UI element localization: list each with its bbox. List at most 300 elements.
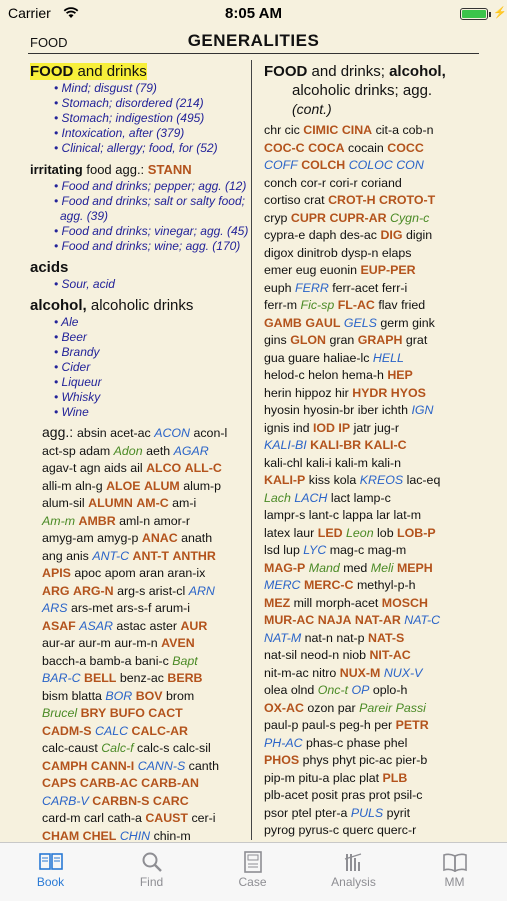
remedy-link[interactable]: COC-C xyxy=(264,140,305,155)
remedy-link[interactable]: ALOE xyxy=(106,478,141,493)
cross-reference-link[interactable]: • Food and drinks; salt or salty food; agg. (39) xyxy=(54,194,245,223)
remedy-link[interactable]: BAR-C xyxy=(42,671,81,685)
remedy-link[interactable]: MOSCH xyxy=(381,595,428,610)
remedy-link[interactable]: CAMPH xyxy=(42,758,88,773)
cross-reference-link[interactable]: • Food and drinks; wine; agg. (170) xyxy=(54,239,241,253)
remedy-link[interactable]: phyt xyxy=(332,753,356,767)
remedy-link[interactable]: apom xyxy=(104,566,136,580)
remedy-link[interactable]: ferr-m xyxy=(264,298,298,312)
remedy-link[interactable]: CROTO-T xyxy=(379,193,436,207)
remedy-link[interactable]: flav xyxy=(378,298,398,312)
remedy-link[interactable]: lampr-s xyxy=(264,508,306,522)
remedy-link[interactable]: CANN-S xyxy=(137,758,186,773)
remedy-link[interactable]: CARBN-S xyxy=(92,793,150,808)
remedy-link[interactable]: ANTHR xyxy=(172,548,216,563)
cross-reference-link[interactable]: • Food and drinks; pepper; agg. (12) xyxy=(54,179,247,193)
remedy-link[interactable]: herin xyxy=(264,385,292,400)
remedy-link[interactable]: pic-ac xyxy=(359,753,393,767)
remedy-link[interactable]: alum-sil xyxy=(42,496,85,510)
remedy-link[interactable]: MERC-C xyxy=(303,578,354,592)
remedy-link[interactable]: GELS xyxy=(343,315,377,330)
remedy-link[interactable]: phys xyxy=(302,753,329,767)
remedy-link[interactable]: NUX-V xyxy=(383,665,423,680)
remedy-link[interactable]: ignis xyxy=(264,420,290,435)
remedy-link[interactable]: pter-a xyxy=(315,805,348,820)
remedy-link[interactable]: NIT-AC xyxy=(369,648,411,662)
remedy-link[interactable]: germ xyxy=(380,315,409,330)
remedy-link[interactable]: PULS xyxy=(350,805,384,820)
remedy-link[interactable]: COCC xyxy=(387,140,424,155)
remedy-link[interactable]: AVEN xyxy=(161,636,195,650)
remedy-link[interactable]: ferr-acet xyxy=(332,280,379,295)
remedy-link[interactable]: CARB-V xyxy=(42,793,89,808)
remedy-link[interactable]: eug xyxy=(295,263,317,277)
remedy-link[interactable]: daph xyxy=(308,228,337,242)
remedy-link[interactable]: NAT-M xyxy=(264,630,302,645)
remedy-link[interactable]: ARG xyxy=(42,583,70,598)
remedy-link[interactable]: plb-acet xyxy=(264,788,309,802)
remedy-link[interactable]: AUR xyxy=(180,618,208,633)
remedy-link[interactable]: bamb-a xyxy=(89,653,132,668)
remedy-link[interactable]: Adon xyxy=(113,443,143,458)
remedy-link[interactable]: ASAF xyxy=(42,618,76,633)
remedy-link[interactable]: ALCO xyxy=(146,461,182,475)
remedy-link[interactable]: ang xyxy=(42,548,63,563)
remedy-link[interactable]: CANN-I xyxy=(90,758,135,773)
remedy-link[interactable]: KALI-BI xyxy=(264,438,307,452)
remedy-link[interactable]: CALC-AR xyxy=(131,723,188,738)
remedy-link[interactable]: dinitrob xyxy=(297,245,338,260)
remedy-link[interactable]: cob-n xyxy=(402,123,434,137)
tab-find[interactable] xyxy=(101,849,202,889)
remedy-link[interactable]: STANN xyxy=(147,162,192,177)
remedy-link[interactable]: methyl-p-h xyxy=(356,578,416,592)
remedy-link[interactable]: agav-t xyxy=(42,461,77,475)
remedy-link[interactable]: BERB xyxy=(167,671,203,685)
remedy-link[interactable]: nat-n xyxy=(304,630,333,645)
breadcrumb[interactable]: FOOD xyxy=(30,35,68,50)
remedy-link[interactable]: guare xyxy=(288,350,320,365)
remedy-link[interactable]: PLB xyxy=(382,770,408,785)
rubric-acids[interactable]: acids xyxy=(30,259,69,276)
remedy-link[interactable]: lappa xyxy=(342,508,373,522)
cross-reference-link[interactable]: • Beer xyxy=(54,330,87,344)
remedy-link[interactable]: querc-r xyxy=(376,823,417,837)
remedy-link[interactable]: lup xyxy=(283,543,300,557)
remedy-link[interactable]: pitu-a xyxy=(298,770,330,785)
remedy-link[interactable]: anis xyxy=(66,548,89,563)
remedy-link[interactable]: des-ac xyxy=(339,228,378,242)
remedy-link[interactable]: prot xyxy=(368,788,391,802)
remedy-link[interactable]: pyrit xyxy=(386,805,411,820)
remedy-link[interactable]: phas-c xyxy=(306,735,344,750)
remedy-link[interactable]: per xyxy=(374,718,393,732)
remedy-link[interactable]: apoc xyxy=(74,566,102,580)
remedy-link[interactable]: Cygn-c xyxy=(390,210,430,225)
remedy-link[interactable]: AM-C xyxy=(136,496,169,510)
remedy-link[interactable]: KALI-BR xyxy=(310,438,362,452)
remedy-link[interactable]: GRAPH xyxy=(357,333,403,347)
remedy-link[interactable]: aster xyxy=(149,618,178,633)
remedy-link[interactable]: LED xyxy=(317,525,343,540)
remedy-link[interactable]: helod-c xyxy=(264,368,305,382)
remedy-link[interactable]: Calc-f xyxy=(101,741,134,755)
remedy-link[interactable]: aur-m xyxy=(78,636,111,650)
remedy-link[interactable]: kali-chl xyxy=(264,455,303,470)
remedy-link[interactable]: aur-m-n xyxy=(114,636,158,650)
cross-reference-link[interactable]: • Stomach; indigestion (495) xyxy=(54,111,205,125)
remedy-link[interactable]: CHIN xyxy=(119,828,151,842)
remedy-link[interactable]: lac-eq xyxy=(406,473,441,487)
remedy-link[interactable]: pip-m xyxy=(264,770,295,785)
remedy-link[interactable]: emer xyxy=(264,263,293,277)
remedy-link[interactable]: gins xyxy=(264,333,287,347)
remedy-link[interactable]: elaps xyxy=(381,245,412,260)
remedy-link[interactable]: peg-h xyxy=(339,718,371,732)
remedy-link[interactable]: pier-b xyxy=(395,753,428,767)
remedy-link[interactable]: ANT-C xyxy=(92,548,130,563)
remedy-link[interactable]: aran-ix xyxy=(167,566,206,580)
remedy-link[interactable]: absin xyxy=(77,426,107,440)
remedy-link[interactable]: CROT-H xyxy=(328,193,376,207)
remedy-link[interactable]: ALUMN xyxy=(88,496,133,510)
remedy-link[interactable]: blatta xyxy=(71,688,102,703)
remedy-link[interactable]: AGAR xyxy=(173,443,209,458)
remedy-link[interactable]: cryp xyxy=(264,210,288,225)
remedy-link[interactable]: card-m xyxy=(42,811,81,825)
cross-reference-link[interactable]: • Mind; disgust (79) xyxy=(54,81,157,95)
remedy-link[interactable]: cypra-e xyxy=(264,228,306,242)
remedy-link[interactable]: ars-met xyxy=(70,601,113,615)
remedy-link[interactable]: anath xyxy=(181,531,213,545)
remedy-link[interactable]: COFF xyxy=(264,158,298,172)
remedy-link[interactable]: cor-r xyxy=(300,175,326,190)
remedy-link[interactable]: amyg-am xyxy=(42,531,94,545)
remedy-link[interactable]: NUX-M xyxy=(339,665,381,680)
remedy-link[interactable]: lant-c xyxy=(308,508,340,522)
remedy-link[interactable]: carl xyxy=(84,811,104,825)
remedy-link[interactable]: mag-m xyxy=(367,543,407,557)
remedy-link[interactable]: GAUL xyxy=(305,315,341,330)
remedy-link[interactable]: kali-n xyxy=(371,455,402,470)
remedy-link[interactable]: querc xyxy=(342,823,374,837)
remedy-link[interactable]: COLOC xyxy=(348,158,393,172)
remedy-link[interactable]: ARN xyxy=(188,583,215,598)
remedy-link[interactable]: ALUM xyxy=(143,478,180,493)
remedy-link[interactable]: phase xyxy=(346,735,381,750)
remedy-link[interactable]: aln-g xyxy=(75,478,103,493)
remedy-link[interactable]: calc-sil xyxy=(172,741,211,755)
remedy-link[interactable]: gua xyxy=(264,350,285,365)
remedy-link[interactable]: ARG-N xyxy=(73,583,114,598)
remedy-link[interactable]: MAG-P xyxy=(264,560,306,575)
remedy-link[interactable]: gran xyxy=(329,333,355,347)
remedy-link[interactable]: cortiso xyxy=(264,193,301,207)
remedy-link[interactable]: benz-ac xyxy=(119,671,164,685)
rubric-food-and-drinks[interactable] xyxy=(30,62,255,81)
remedy-link[interactable]: alli-m xyxy=(42,478,72,493)
remedy-link[interactable]: cocain xyxy=(348,140,384,155)
remedy-link[interactable]: arg-s xyxy=(117,583,146,598)
remedy-link[interactable]: KALI-P xyxy=(264,473,306,487)
remedy-link[interactable]: calc-s xyxy=(137,741,170,755)
remedy-link[interactable]: pyrog xyxy=(264,823,295,837)
cross-reference-link[interactable]: • Whisky xyxy=(54,390,101,404)
remedy-link[interactable]: ind xyxy=(292,420,310,435)
remedy-link[interactable]: Pareir xyxy=(359,700,393,715)
remedy-link[interactable]: digox xyxy=(264,245,294,260)
remedy-link[interactable]: agn xyxy=(79,461,101,475)
remedy-link[interactable]: aur-ar xyxy=(42,636,76,650)
remedy-link[interactable]: IP xyxy=(338,420,351,435)
remedy-link[interactable]: acet-ac xyxy=(110,426,151,440)
remedy-link[interactable]: alum-p xyxy=(183,478,222,493)
remedy-link[interactable]: HELL xyxy=(372,350,404,365)
remedy-link[interactable]: Leon xyxy=(346,525,374,540)
remedy-link[interactable]: oplo-h xyxy=(372,683,408,697)
remedy-link[interactable]: amor-r xyxy=(153,513,191,528)
remedy-link[interactable]: plat xyxy=(359,770,380,785)
remedy-link[interactable]: Bapt xyxy=(172,653,198,668)
cross-reference-link[interactable]: • Food and drinks; vinegar; agg. (45) xyxy=(54,224,249,238)
tab-analysis[interactable] xyxy=(303,849,404,889)
cross-reference-link[interactable]: • Intoxication, after (379) xyxy=(54,126,185,140)
remedy-link[interactable]: CHAM xyxy=(42,828,80,842)
remedy-link[interactable]: BOV xyxy=(135,688,163,703)
remedy-link[interactable]: ail xyxy=(130,461,143,475)
remedy-link[interactable]: ptel xyxy=(291,805,312,820)
remedy-link[interactable]: aeth xyxy=(146,443,171,458)
remedy-link[interactable]: nit-m-ac xyxy=(264,665,309,680)
remedy-link[interactable]: MUR-AC xyxy=(264,613,315,627)
remedy-link[interactable]: ACON xyxy=(154,426,191,440)
remedy-link[interactable]: astac xyxy=(116,618,147,633)
remedy-link[interactable]: act-sp xyxy=(42,443,76,458)
remedy-link[interactable]: CHEL xyxy=(82,828,117,842)
remedy-link[interactable]: morph-acet xyxy=(315,595,379,610)
remedy-link[interactable]: CINA xyxy=(341,123,373,137)
remedy-link[interactable]: lamp-c xyxy=(353,490,391,505)
remedy-link[interactable]: hyosin-br xyxy=(303,403,355,417)
remedy-link[interactable]: bism xyxy=(42,688,69,703)
remedy-link[interactable]: olnd xyxy=(290,683,315,697)
remedy-link[interactable]: BELL xyxy=(84,671,117,685)
remedy-link[interactable]: IOD xyxy=(312,420,335,435)
remedy-link[interactable]: pras xyxy=(341,788,366,802)
remedy-link[interactable]: canth xyxy=(188,758,219,773)
remedy-link[interactable]: BUFO xyxy=(109,706,145,720)
remedy-link[interactable]: am-i xyxy=(172,496,197,510)
remedy-link[interactable]: CACT xyxy=(148,706,183,720)
remedy-link[interactable]: conch xyxy=(264,175,298,190)
remedy-link[interactable]: amyg-p xyxy=(97,531,139,545)
remedy-link[interactable]: par xyxy=(337,700,356,715)
remedy-link[interactable]: gink xyxy=(412,315,435,330)
remedy-link[interactable]: OP xyxy=(351,683,370,697)
remedy-link[interactable]: MERC xyxy=(264,578,301,592)
remedy-link[interactable]: KALI-C xyxy=(364,438,407,452)
remedy-link[interactable]: cit-a xyxy=(375,123,400,137)
remedy-link[interactable]: fried xyxy=(401,298,426,312)
remedy-link[interactable]: hir xyxy=(334,385,349,400)
remedy-link[interactable]: jatr xyxy=(353,420,371,435)
remedy-link[interactable]: posit xyxy=(311,788,338,802)
remedy-link[interactable]: CARB-AN xyxy=(141,776,199,790)
remedy-link[interactable]: IGN xyxy=(411,403,434,417)
remedy-link[interactable]: phel xyxy=(383,735,408,750)
remedy-link[interactable]: paul-p xyxy=(264,718,299,732)
remedy-link[interactable]: hema-h xyxy=(341,368,384,382)
remedy-link[interactable]: coriand xyxy=(361,175,402,190)
remedy-link[interactable]: BOR xyxy=(105,688,133,703)
cross-reference-link[interactable]: • Ale xyxy=(54,315,79,329)
remedy-link[interactable]: haliae-lc xyxy=(323,350,370,365)
remedy-link[interactable]: PETR xyxy=(395,718,429,732)
remedy-link[interactable]: GLON xyxy=(290,333,326,347)
remedy-link[interactable]: COCA xyxy=(308,140,345,155)
rubric-alcohol[interactable] xyxy=(30,296,255,315)
remedy-link[interactable]: Lach xyxy=(264,490,291,505)
remedy-link[interactable]: APIS xyxy=(42,566,71,580)
remedy-link[interactable]: arist-cl xyxy=(148,583,186,598)
remedy-link[interactable]: ars-s-f xyxy=(116,601,152,615)
remedy-link[interactable]: CUPR xyxy=(290,210,326,225)
remedy-link[interactable]: kiss xyxy=(308,473,331,487)
rubric-irritating[interactable] xyxy=(30,160,255,179)
tab-case[interactable] xyxy=(202,849,303,889)
remedy-link[interactable]: jug-r xyxy=(374,420,400,435)
remedy-link[interactable]: calc-caust xyxy=(42,741,98,755)
remedy-link[interactable]: CALC xyxy=(95,723,129,738)
remedy-link[interactable]: kali-i xyxy=(306,455,332,470)
remedy-link[interactable]: nitro xyxy=(312,665,337,680)
remedy-link[interactable]: cer-i xyxy=(191,811,216,825)
remedy-link[interactable]: mag-c xyxy=(329,543,365,557)
remedy-link[interactable]: lat-m xyxy=(393,508,422,522)
remedy-link[interactable]: CIMIC xyxy=(303,123,339,137)
remedy-link[interactable]: Meli xyxy=(370,560,394,575)
remedy-link[interactable]: digin xyxy=(405,228,433,242)
remedy-link[interactable]: grat xyxy=(405,333,428,347)
remedy-link[interactable]: lact xyxy=(330,490,351,505)
remedy-link[interactable]: cath-a xyxy=(107,811,142,825)
remedy-link[interactable]: HYDR xyxy=(352,385,388,400)
remedy-link[interactable]: kola xyxy=(333,473,357,487)
remedy-link[interactable]: arum-i xyxy=(154,601,191,615)
remedy-link[interactable]: ANAC xyxy=(141,531,178,545)
remedy-link[interactable]: bani-c xyxy=(135,653,169,668)
remedy-link[interactable]: lob xyxy=(377,525,394,540)
remedy-link[interactable]: LOB-P xyxy=(397,525,436,540)
remedy-link[interactable]: neod-n xyxy=(300,648,340,662)
cross-reference-link[interactable]: • Wine xyxy=(54,405,89,419)
remedy-link[interactable]: olea xyxy=(264,683,288,697)
remedy-link[interactable]: Fic-sp xyxy=(300,298,335,312)
remedy-link[interactable]: CON xyxy=(396,158,424,172)
remedy-link[interactable]: laur xyxy=(293,525,315,540)
remedy-link[interactable]: HYOS xyxy=(390,385,426,400)
remedy-link[interactable]: pyrus-c xyxy=(298,823,340,837)
remedy-link[interactable]: iber xyxy=(357,403,379,417)
remedy-link[interactable]: MEZ xyxy=(264,595,291,610)
remedy-link[interactable]: kali-m xyxy=(334,455,368,470)
remedy-link[interactable]: cic xyxy=(284,123,300,137)
remedy-link[interactable]: euph xyxy=(264,280,292,295)
remedy-link[interactable]: adam xyxy=(79,443,111,458)
remedy-link[interactable]: plac xyxy=(332,770,356,785)
remedy-link[interactable]: CADM-S xyxy=(42,723,92,738)
remedy-link[interactable]: CUPR-AR xyxy=(329,210,387,225)
remedy-link[interactable]: chin-m xyxy=(153,828,191,842)
remedy-link[interactable]: euonin xyxy=(319,263,358,277)
cross-reference-link[interactable]: • Cider xyxy=(54,360,91,374)
remedy-link[interactable]: acon-l xyxy=(193,426,228,440)
remedy-link[interactable]: HEP xyxy=(387,368,413,382)
remedy-link[interactable]: lsd xyxy=(264,543,280,557)
remedy-link[interactable]: AMBR xyxy=(78,513,116,528)
remedy-link[interactable]: PHOS xyxy=(264,753,300,767)
remedy-link[interactable]: OX-AC xyxy=(264,700,304,715)
remedy-link[interactable]: latex xyxy=(264,525,291,540)
remedy-link[interactable]: ARS xyxy=(42,601,68,615)
remedy-link[interactable]: LACH xyxy=(294,490,328,505)
remedy-link[interactable]: NAT-C xyxy=(404,613,441,627)
remedy-link[interactable]: NAT-AR xyxy=(354,613,401,627)
cross-reference-link[interactable]: • Clinical; allergy; food, for (52) xyxy=(54,141,218,155)
remedy-link[interactable]: chr xyxy=(264,123,282,137)
remedy-link[interactable]: brom xyxy=(166,688,195,703)
remedy-link[interactable]: KREOS xyxy=(359,473,404,487)
remedy-link[interactable]: med xyxy=(343,560,368,575)
cross-reference-link[interactable]: • Liqueur xyxy=(54,375,102,389)
remedy-link[interactable]: aran xyxy=(139,566,164,580)
remedy-link[interactable]: bacch-a xyxy=(42,653,87,668)
remedy-link[interactable]: FERR xyxy=(295,280,329,295)
remedy-link[interactable]: CAUST xyxy=(145,811,189,825)
remedy-link[interactable]: hippoz xyxy=(295,385,332,400)
cross-reference-link[interactable]: • Brandy xyxy=(54,345,100,359)
remedy-link[interactable]: Brucel xyxy=(42,706,78,720)
remedy-link[interactable]: Am-m xyxy=(42,513,76,528)
remedy-link[interactable]: CAPS xyxy=(42,776,77,790)
remedy-link[interactable]: dysp-n xyxy=(341,245,379,260)
remedy-link[interactable]: PH-AC xyxy=(264,735,303,750)
remedy-link[interactable]: DIG xyxy=(380,228,403,242)
remedy-link[interactable]: Mand xyxy=(308,560,340,575)
remedy-link[interactable]: LYC xyxy=(303,543,327,557)
remedy-link[interactable]: nat-sil xyxy=(264,648,298,662)
remedy-link[interactable]: aml-n xyxy=(119,513,151,528)
remedy-link[interactable]: psil-c xyxy=(393,788,423,802)
tab-mm[interactable] xyxy=(404,849,505,889)
remedy-link[interactable]: ANT-T xyxy=(132,548,169,563)
remedy-link[interactable]: psor xyxy=(264,805,289,820)
cross-reference-link[interactable]: • Stomach; disordered (214) xyxy=(54,96,204,110)
tab-book[interactable] xyxy=(0,849,101,889)
remedy-link[interactable]: COLCH xyxy=(301,158,346,172)
remedy-link[interactable]: ALL-C xyxy=(184,461,222,475)
remedy-link[interactable]: cori-r xyxy=(329,175,358,190)
remedy-link[interactable]: BRY xyxy=(80,706,107,720)
remedy-link[interactable]: niob xyxy=(342,648,366,662)
remedy-link[interactable]: mill xyxy=(293,595,313,610)
remedy-link[interactable]: ASAR xyxy=(79,618,113,633)
remedy-link[interactable]: helon xyxy=(308,368,339,382)
remedy-link[interactable]: Passi xyxy=(395,700,426,715)
remedy-link[interactable]: paul-s xyxy=(301,718,336,732)
remedy-link[interactable]: NAT-S xyxy=(368,630,405,645)
remedy-link[interactable]: ferr-i xyxy=(381,280,408,295)
